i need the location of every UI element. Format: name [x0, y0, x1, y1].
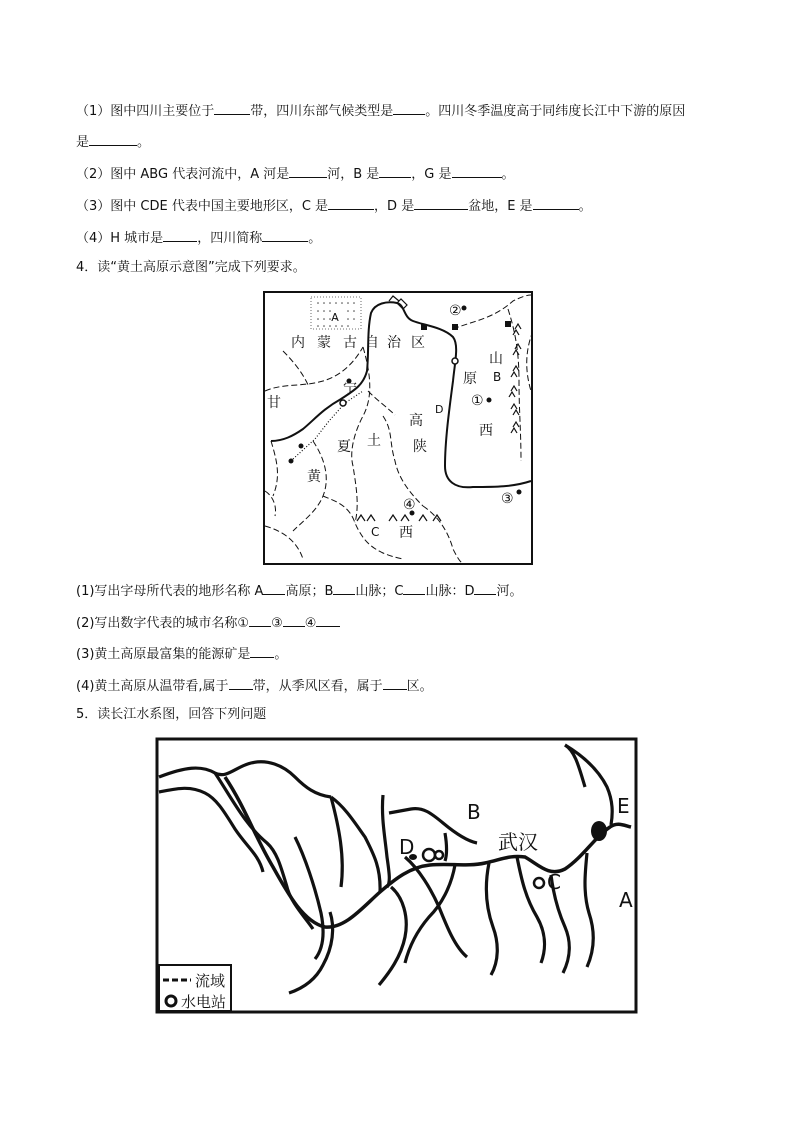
label-B: B	[493, 370, 502, 384]
label-xia: 夏	[337, 439, 351, 455]
city-square	[452, 324, 458, 330]
q3-line-3: （2）图中 ABG 代表河流中，A 河是 河，B 是 ，G 是 。	[76, 163, 515, 184]
city-dot	[462, 306, 467, 311]
answer-blank[interactable]	[316, 612, 340, 627]
answer-blank[interactable]	[474, 580, 496, 595]
answer-blank[interactable]	[452, 163, 502, 178]
answer-blank[interactable]	[533, 195, 579, 210]
label-circle-2: ②	[449, 303, 462, 319]
label-gu: 古	[343, 335, 357, 351]
city-dot	[299, 444, 304, 449]
answer-blank[interactable]	[249, 612, 271, 627]
answer-blank[interactable]	[383, 675, 407, 690]
answer-blank[interactable]	[89, 131, 137, 146]
loess-plateau-map	[263, 291, 533, 565]
hydropower-station-icon	[534, 878, 544, 888]
q4-heading: 4．读“黄土高原示意图”完成下列要求。	[76, 260, 306, 275]
label-C: C	[371, 525, 380, 539]
label-D: D	[399, 835, 415, 859]
answer-blank[interactable]	[250, 643, 274, 658]
q3-line-4: （3）图中 CDE 代表中国主要地形区，C 是 ，D 是 盆地，E 是 。	[76, 195, 592, 216]
label-huang: 黄	[307, 469, 321, 485]
answer-blank[interactable]	[163, 227, 197, 242]
answer-blank[interactable]	[379, 163, 411, 178]
answer-blank[interactable]	[393, 100, 425, 115]
answer-blank[interactable]	[283, 612, 305, 627]
answer-blank[interactable]	[214, 100, 250, 115]
label-shan: 山	[489, 351, 503, 367]
label-gan: 甘	[267, 395, 281, 411]
q4-line-3: (3)黄土高原最富集的能源矿是 。	[76, 643, 287, 664]
label-qu: 区	[411, 335, 425, 351]
answer-blank[interactable]	[263, 580, 285, 595]
label-yuan: 原	[463, 371, 477, 387]
city-square	[421, 324, 427, 330]
label-B: B	[467, 800, 481, 824]
legend-station-label: 水电站	[181, 993, 227, 1011]
yangtze-river-map	[155, 737, 638, 1014]
label-shaan: 陕	[413, 439, 427, 455]
label-xi-south: 西	[399, 525, 413, 541]
label-zi: 自	[365, 335, 379, 351]
label-wuhan: 武汉	[498, 830, 538, 854]
label-zhi: 治	[387, 335, 401, 351]
answer-blank[interactable]	[289, 163, 327, 178]
label-C: C	[547, 870, 561, 894]
city-square	[505, 321, 511, 327]
map-legend	[159, 965, 231, 1011]
label-E: E	[617, 794, 630, 818]
label-A: A	[331, 311, 339, 324]
q4-line-4: (4)黄土高原从温带看,属于 带，从季风区看，属于 区。	[76, 675, 433, 696]
label-gao: 高	[409, 413, 423, 429]
label-nei: 内	[291, 335, 305, 351]
legend-basin-label: 流域	[195, 972, 226, 990]
answer-blank[interactable]	[414, 195, 468, 210]
city-dot	[289, 459, 294, 464]
label-ning: 宁	[343, 381, 357, 397]
city-dot	[517, 490, 522, 495]
label-meng: 蒙	[317, 335, 331, 351]
answer-blank[interactable]	[403, 580, 425, 595]
answer-blank[interactable]	[229, 675, 253, 690]
label-A: A	[619, 888, 633, 912]
hydropower-station-icon	[423, 849, 443, 861]
q5-heading: 5．读长江水系图，回答下列问题	[76, 707, 267, 722]
label-circle-4: ④	[403, 497, 416, 513]
q3-line-5: （4）H 城市是 ，四川简称 。	[76, 227, 321, 248]
q3-line-2: 是 。	[76, 131, 150, 152]
q3-line-1: （1）图中四川主要位于 带，四川东部气候类型是 。四川冬季温度高于同纬度长江中下游的原因	[76, 100, 685, 121]
city-dot	[487, 398, 492, 403]
q4-line-2: (2)写出数字代表的城市名称① ③ ④	[76, 612, 340, 633]
label-circle-3: ③	[501, 491, 514, 507]
answer-blank[interactable]	[328, 195, 374, 210]
label-D: D	[435, 403, 444, 416]
label-xi-east: 西	[479, 423, 493, 439]
answer-blank[interactable]	[333, 580, 355, 595]
q4-line-1: (1)写出字母所代表的地形名称 A 高原；B 山脉；C 山脉：D 河。	[76, 580, 522, 601]
label-circle-1: ①	[471, 393, 484, 409]
answer-blank[interactable]	[262, 227, 308, 242]
lake-marker	[591, 821, 607, 841]
label-tu: 土	[367, 433, 381, 449]
